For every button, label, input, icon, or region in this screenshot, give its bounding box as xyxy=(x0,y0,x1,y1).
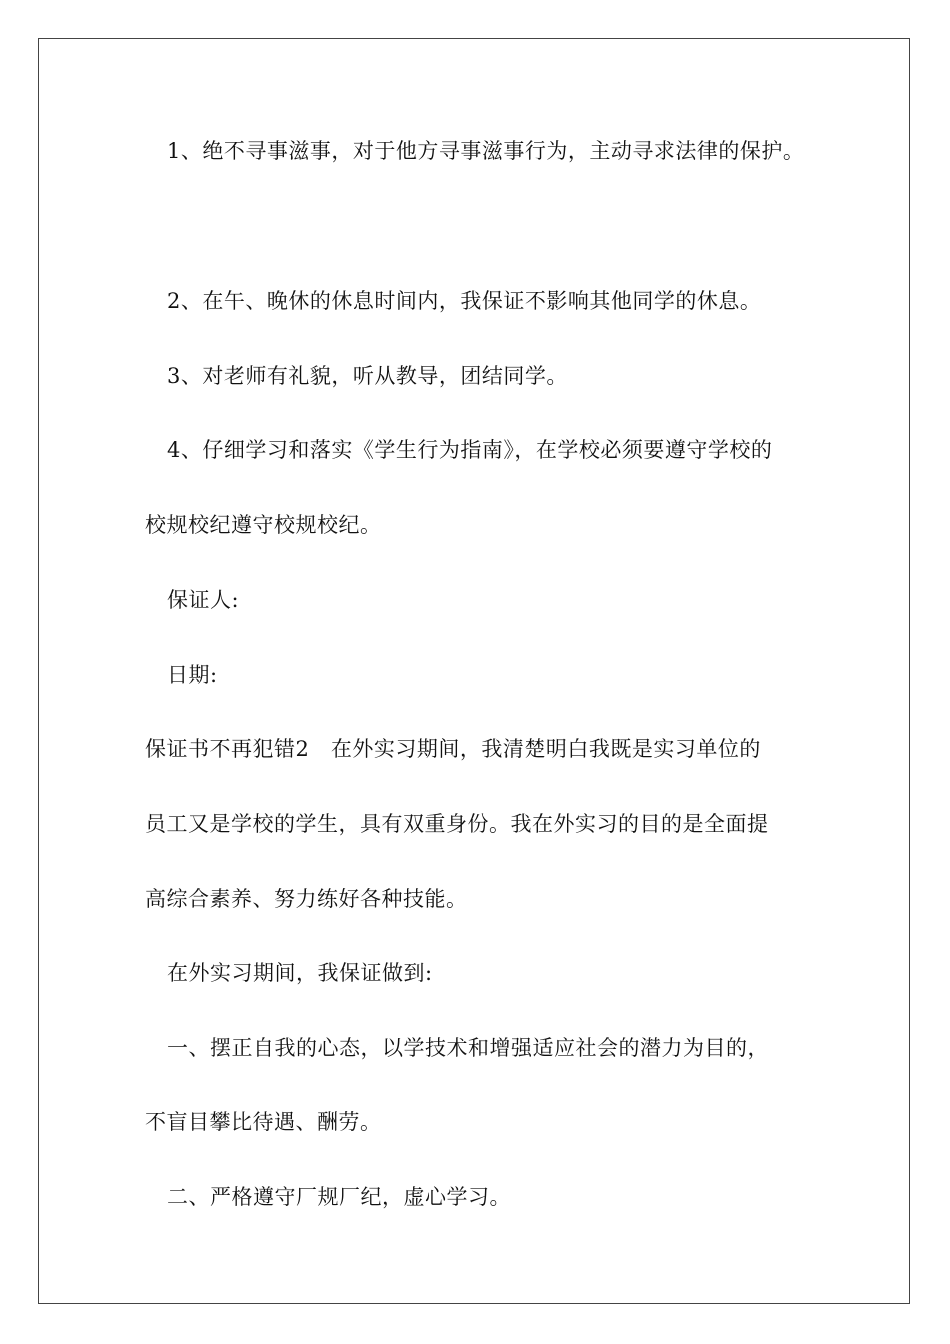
item-3-text: 3、对老师有礼貌，听从教导，团结同学。 xyxy=(167,364,568,388)
pledge-item-2: 二、严格遵守厂规厂纪，虚心学习。 xyxy=(167,1185,511,1209)
pledge-item-1: 一、摆正自我的心态，以学技术和增强适应社会的潜力为目的， xyxy=(167,1036,769,1060)
item-1-text: 1、绝不寻事滋事，对于他方寻事滋事行为，主动寻求法律的保护。 xyxy=(167,139,805,163)
pledge-intro: 在外实习期间，我保证做到: xyxy=(167,961,433,985)
item-4-text: 4、仔细学习和落实《学生行为指南》，在学校必须要遵守学校的 xyxy=(167,438,773,462)
pledge-item-1-continuation: 不盲目攀比待遇、酬劳。 xyxy=(145,1110,382,1134)
item-4-continuation: 校规校纪遵守校规校纪。 xyxy=(145,513,382,537)
item-2-text: 2、在午、晚休的休息时间内，我保证不影响其他同学的休息。 xyxy=(167,289,762,313)
paragraph-line: 员工又是学校的学生，具有双重身份。我在外实习的目的是全面提 xyxy=(145,812,769,836)
paragraph-line: 高综合素养、努力练好各种技能。 xyxy=(145,887,468,911)
section-2-heading-line: 保证书不再犯错2 在外实习期间，我清楚明白我既是实习单位的 xyxy=(145,737,761,761)
guarantor-label: 保证人: xyxy=(167,588,240,612)
date-label: 日期: xyxy=(167,663,218,687)
